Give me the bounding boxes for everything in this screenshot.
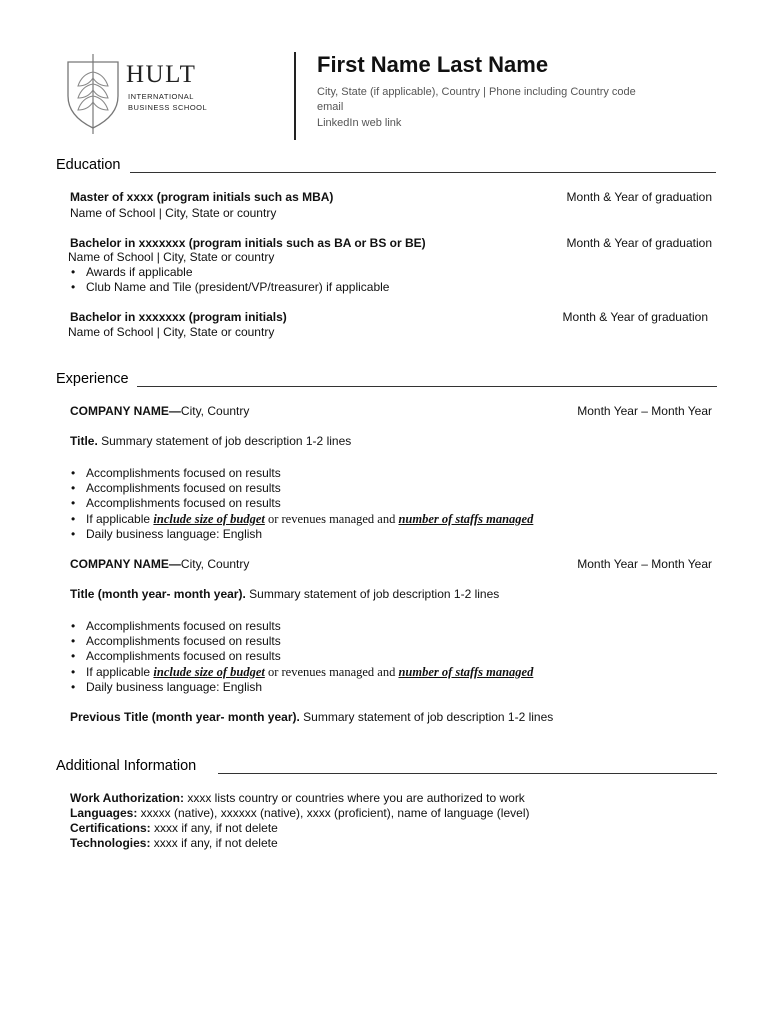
list-item: • Accomplishments focused on results — [68, 619, 533, 634]
job-bullet-list — [68, 466, 533, 542]
list-item: • Daily business language: English — [68, 527, 533, 542]
list-item — [70, 806, 529, 821]
edu-degree: Master of xxxx (program initials such as MBA) — [70, 190, 334, 204]
section-heading-experience: Experience — [56, 371, 129, 387]
job-summary: Summary statement of job description 1-2 lines — [245, 587, 500, 601]
job-title-line — [70, 434, 351, 449]
edu-school: Name of School | City, State or country — [70, 206, 277, 220]
list-item: • Accomplishments focused on results — [68, 649, 533, 664]
contact-line: City, State (if applicable), Country | Phone including Country code — [317, 86, 636, 98]
logo-subtitle: INTERNATIONAL BUSINESS SCHOOL — [128, 92, 208, 112]
info-value: xxxx if any, if not delete — [150, 821, 278, 835]
staff-emphasis: number of staffs managed — [398, 664, 534, 679]
previous-summary: Summary statement of job description 1-2 lines — [299, 710, 554, 724]
job-title: Title. — [70, 434, 98, 448]
list-item: • Daily business language: English — [68, 680, 533, 695]
edu-degree: Bachelor in xxxxxxx (program initials such as BA or BS or BE) — [70, 236, 426, 250]
info-value: xxxx if any, if not delete — [150, 836, 278, 850]
company-name: COMPANY NAME— — [70, 557, 181, 571]
list-item: • Accomplishments focused on results — [68, 634, 533, 649]
list-item — [70, 836, 529, 851]
edu-bullet-list — [68, 265, 389, 295]
job-summary: Summary statement of job description 1-2 lines — [97, 434, 352, 448]
list-item — [68, 512, 533, 527]
company-location: City, Country — [180, 557, 250, 571]
section-rule — [218, 773, 717, 774]
edu-school: Name of School | City, State or country — [68, 250, 275, 264]
contact-email: email — [317, 101, 344, 113]
list-item — [70, 791, 529, 806]
staff-emphasis: number of staffs managed — [398, 511, 534, 526]
info-value: xxxx lists country or countries where you are authorized to work — [184, 791, 525, 805]
job-company — [70, 557, 249, 572]
list-item: • Accomplishments focused on results — [68, 481, 533, 496]
job-dates: Month Year – Month Year — [577, 404, 712, 418]
budget-pre: If applicable — [86, 511, 154, 526]
info-label: Certifications: — [70, 821, 151, 835]
previous-title: Previous Title (month year- month year). — [70, 710, 300, 724]
list-item: • Club Name and Tile (president/VP/treasurer) if applicable — [68, 280, 389, 295]
budget-emphasis: include size of budget — [153, 511, 265, 526]
info-label: Work Authorization: — [70, 791, 184, 805]
edu-date: Month & Year of graduation — [562, 310, 708, 324]
company-location: City, Country — [180, 404, 250, 418]
edu-degree: Bachelor in xxxxxxx (program initials) — [70, 310, 287, 324]
logo-wordmark: HULT — [126, 61, 197, 88]
job-company — [70, 404, 249, 419]
list-item — [70, 821, 529, 836]
list-item: • Accomplishments focused on results — [68, 466, 533, 481]
section-heading-education: Education — [56, 157, 121, 173]
info-value: xxxxx (native), xxxxxx (native), xxxx (proficient), name of language (level) — [137, 806, 530, 820]
budget-mid: or revenues managed and — [264, 511, 399, 526]
budget-pre: If applicable — [86, 664, 154, 679]
section-rule — [130, 172, 716, 173]
budget-emphasis: include size of budget — [153, 664, 265, 679]
list-item — [68, 665, 533, 680]
edu-date: Month & Year of graduation — [566, 190, 712, 204]
company-name: COMPANY NAME— — [70, 404, 181, 418]
candidate-name: First Name Last Name — [317, 52, 549, 77]
contact-linkedin: LinkedIn web link — [317, 117, 402, 129]
edu-date: Month & Year of graduation — [566, 236, 712, 250]
previous-title-line — [70, 710, 553, 725]
info-label: Languages: — [70, 806, 138, 820]
section-rule — [137, 386, 717, 387]
list-item: • Accomplishments focused on results — [68, 496, 533, 511]
budget-mid: or revenues managed and — [264, 664, 399, 679]
info-label: Technologies: — [70, 836, 151, 850]
hult-shield-leaf-icon — [62, 50, 124, 136]
job-title: Title (month year- month year). — [70, 587, 246, 601]
job-bullet-list — [68, 619, 533, 695]
job-dates: Month Year – Month Year — [577, 557, 712, 571]
job-title-line — [70, 587, 499, 602]
header-divider — [294, 52, 296, 140]
additional-info-list — [70, 791, 529, 851]
edu-school: Name of School | City, State or country — [68, 325, 275, 339]
section-heading-additional: Additional Information — [56, 758, 197, 774]
list-item: • Awards if applicable — [68, 265, 389, 280]
